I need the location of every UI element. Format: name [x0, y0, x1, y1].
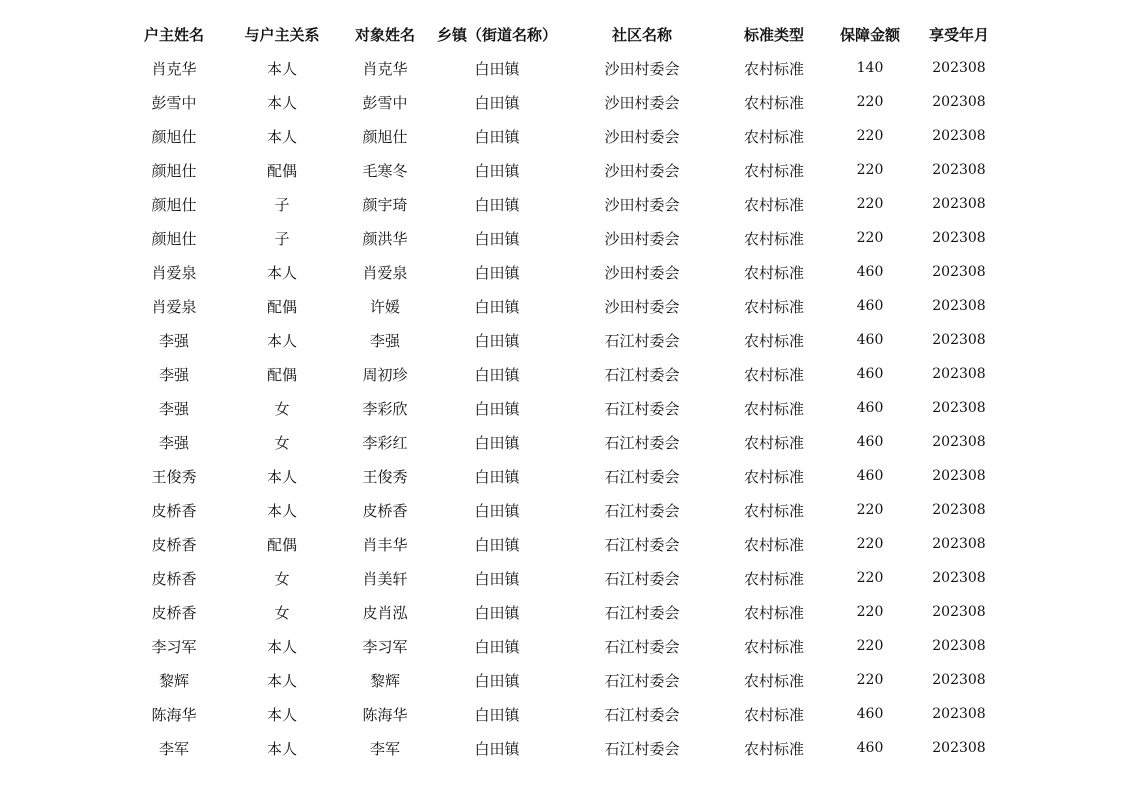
cell-recipient-name: 许媛 [369, 297, 400, 316]
cell-township: 白田镇 [474, 739, 520, 758]
cell-household-head: 皮桥香 [151, 501, 197, 520]
cell-township: 白田镇 [474, 59, 520, 78]
cell-community: 石江村委会 [604, 603, 680, 622]
cell-standard-type: 农村标准 [743, 637, 804, 656]
cell-standard-type: 农村标准 [743, 399, 804, 418]
cell-household-head: 李军 [158, 739, 189, 758]
cell-household-head: 肖爱泉 [151, 297, 197, 316]
table-row [120, 323, 1002, 357]
table-row [120, 595, 1002, 629]
cell-recipient-name: 颜宇琦 [362, 195, 408, 214]
table-row [120, 221, 1002, 255]
cell-standard-type: 农村标准 [743, 195, 804, 214]
cell-township: 白田镇 [474, 297, 520, 316]
cell-amount: 220 [856, 570, 884, 586]
table-row [120, 731, 1002, 765]
cell-month: 202308 [932, 706, 986, 722]
cell-relationship: 本人 [266, 127, 297, 146]
cell-recipient-name: 肖丰华 [362, 535, 408, 554]
cell-township: 白田镇 [474, 705, 520, 724]
cell-month: 202308 [932, 298, 986, 314]
cell-recipient-name: 李彩欣 [362, 399, 408, 418]
cell-month: 202308 [932, 434, 986, 450]
cell-standard-type: 农村标准 [743, 331, 804, 350]
cell-month: 202308 [932, 502, 986, 518]
cell-township: 白田镇 [474, 331, 520, 350]
table-row [120, 289, 1002, 323]
cell-township: 白田镇 [474, 263, 520, 282]
table-row [120, 153, 1002, 187]
header-standard-type: 标准类型 [743, 25, 804, 44]
cell-amount: 460 [856, 332, 884, 348]
cell-amount: 460 [856, 740, 884, 756]
cell-household-head: 颜旭仕 [151, 229, 197, 248]
cell-household-head: 皮桥香 [151, 569, 197, 588]
cell-month: 202308 [932, 400, 986, 416]
cell-amount: 220 [856, 672, 884, 688]
cell-relationship: 本人 [266, 93, 297, 112]
cell-amount: 220 [856, 230, 884, 246]
cell-township: 白田镇 [474, 535, 520, 554]
cell-community: 石江村委会 [604, 433, 680, 452]
cell-township: 白田镇 [474, 93, 520, 112]
cell-month: 202308 [932, 672, 986, 688]
cell-relationship: 配偶 [266, 535, 297, 554]
cell-relationship: 本人 [266, 467, 297, 486]
header-township: 乡镇（街道名称） [436, 25, 557, 44]
cell-month: 202308 [932, 230, 986, 246]
cell-township: 白田镇 [474, 229, 520, 248]
cell-household-head: 皮桥香 [151, 535, 197, 554]
cell-township: 白田镇 [474, 127, 520, 146]
cell-recipient-name: 彭雪中 [362, 93, 408, 112]
header-household-head: 户主姓名 [143, 25, 204, 44]
table-row [120, 697, 1002, 731]
cell-amount: 220 [856, 128, 884, 144]
cell-community: 沙田村委会 [604, 127, 680, 146]
cell-standard-type: 农村标准 [743, 297, 804, 316]
table-row [120, 629, 1002, 663]
cell-recipient-name: 肖美轩 [362, 569, 408, 588]
cell-household-head: 颜旭仕 [151, 127, 197, 146]
cell-amount: 460 [856, 400, 884, 416]
beneficiary-table [120, 17, 1002, 765]
cell-recipient-name: 颜旭仕 [362, 127, 408, 146]
header-community: 社区名称 [611, 25, 672, 44]
cell-community: 石江村委会 [604, 637, 680, 656]
cell-relationship: 配偶 [266, 365, 297, 384]
cell-township: 白田镇 [474, 501, 520, 520]
cell-household-head: 陈海华 [151, 705, 197, 724]
cell-amount: 460 [856, 264, 884, 280]
cell-relationship: 本人 [266, 705, 297, 724]
cell-recipient-name: 颜洪华 [362, 229, 408, 248]
cell-household-head: 李强 [158, 399, 189, 418]
cell-township: 白田镇 [474, 161, 520, 180]
cell-relationship: 本人 [266, 263, 297, 282]
table-row [120, 391, 1002, 425]
cell-household-head: 黎辉 [158, 671, 189, 690]
cell-household-head: 肖爱泉 [151, 263, 197, 282]
cell-recipient-name: 皮肖泓 [362, 603, 408, 622]
cell-month: 202308 [932, 196, 986, 212]
cell-township: 白田镇 [474, 603, 520, 622]
cell-relationship: 子 [274, 229, 290, 248]
cell-household-head: 彭雪中 [151, 93, 197, 112]
cell-recipient-name: 周初珍 [362, 365, 408, 384]
cell-standard-type: 农村标准 [743, 535, 804, 554]
cell-community: 石江村委会 [604, 331, 680, 350]
cell-township: 白田镇 [474, 433, 520, 452]
cell-household-head: 李强 [158, 365, 189, 384]
table-row [120, 357, 1002, 391]
cell-standard-type: 农村标准 [743, 501, 804, 520]
table-row [120, 459, 1002, 493]
cell-relationship: 配偶 [266, 297, 297, 316]
cell-month: 202308 [932, 264, 986, 280]
table-row [120, 561, 1002, 595]
cell-standard-type: 农村标准 [743, 433, 804, 452]
cell-relationship: 配偶 [266, 161, 297, 180]
cell-standard-type: 农村标准 [743, 93, 804, 112]
cell-relationship: 子 [274, 195, 290, 214]
cell-amount: 460 [856, 298, 884, 314]
cell-household-head: 肖克华 [151, 59, 197, 78]
cell-standard-type: 农村标准 [743, 705, 804, 724]
cell-township: 白田镇 [474, 569, 520, 588]
table-row [120, 527, 1002, 561]
cell-amount: 460 [856, 366, 884, 382]
cell-relationship: 本人 [266, 739, 297, 758]
cell-recipient-name: 李军 [369, 739, 400, 758]
table-row [120, 51, 1002, 85]
cell-standard-type: 农村标准 [743, 467, 804, 486]
cell-standard-type: 农村标准 [743, 569, 804, 588]
cell-month: 202308 [932, 570, 986, 586]
cell-standard-type: 农村标准 [743, 263, 804, 282]
cell-recipient-name: 陈海华 [362, 705, 408, 724]
cell-community: 石江村委会 [604, 467, 680, 486]
table-header [120, 17, 1002, 51]
cell-month: 202308 [932, 162, 986, 178]
cell-standard-type: 农村标准 [743, 161, 804, 180]
cell-amount: 220 [856, 638, 884, 654]
cell-relationship: 女 [274, 603, 290, 622]
cell-standard-type: 农村标准 [743, 671, 804, 690]
cell-relationship: 女 [274, 399, 290, 418]
cell-relationship: 女 [274, 569, 290, 588]
header-row [120, 17, 1002, 51]
cell-amount: 220 [856, 196, 884, 212]
cell-month: 202308 [932, 604, 986, 620]
cell-township: 白田镇 [474, 467, 520, 486]
header-month: 享受年月 [928, 25, 989, 44]
cell-amount: 460 [856, 434, 884, 450]
cell-recipient-name: 李强 [369, 331, 400, 350]
cell-month: 202308 [932, 60, 986, 76]
cell-recipient-name: 黎辉 [369, 671, 400, 690]
cell-community: 沙田村委会 [604, 195, 680, 214]
cell-month: 202308 [932, 638, 986, 654]
cell-community: 石江村委会 [604, 399, 680, 418]
cell-amount: 220 [856, 94, 884, 110]
cell-standard-type: 农村标准 [743, 603, 804, 622]
table-row [120, 119, 1002, 153]
cell-amount: 220 [856, 536, 884, 552]
cell-recipient-name: 肖爱泉 [362, 263, 408, 282]
cell-relationship: 本人 [266, 331, 297, 350]
table-row [120, 493, 1002, 527]
cell-month: 202308 [932, 128, 986, 144]
cell-amount: 220 [856, 502, 884, 518]
table-row [120, 85, 1002, 119]
cell-recipient-name: 李习军 [362, 637, 408, 656]
cell-month: 202308 [932, 468, 986, 484]
table-row [120, 425, 1002, 459]
cell-month: 202308 [932, 94, 986, 110]
cell-community: 沙田村委会 [604, 59, 680, 78]
cell-standard-type: 农村标准 [743, 229, 804, 248]
cell-community: 石江村委会 [604, 671, 680, 690]
header-recipient-name: 对象姓名 [354, 25, 415, 44]
cell-standard-type: 农村标准 [743, 365, 804, 384]
cell-township: 白田镇 [474, 671, 520, 690]
cell-community: 沙田村委会 [604, 93, 680, 112]
cell-amount: 460 [856, 706, 884, 722]
cell-recipient-name: 王俊秀 [362, 467, 408, 486]
cell-household-head: 颜旭仕 [151, 161, 197, 180]
cell-relationship: 女 [274, 433, 290, 452]
cell-community: 石江村委会 [604, 535, 680, 554]
cell-standard-type: 农村标准 [743, 127, 804, 146]
cell-amount: 140 [856, 60, 884, 76]
cell-household-head: 王俊秀 [151, 467, 197, 486]
cell-household-head: 颜旭仕 [151, 195, 197, 214]
cell-community: 沙田村委会 [604, 297, 680, 316]
cell-relationship: 本人 [266, 501, 297, 520]
cell-township: 白田镇 [474, 365, 520, 384]
cell-relationship: 本人 [266, 59, 297, 78]
table-row [120, 187, 1002, 221]
cell-month: 202308 [932, 536, 986, 552]
cell-amount: 460 [856, 468, 884, 484]
cell-household-head: 李强 [158, 433, 189, 452]
cell-month: 202308 [932, 332, 986, 348]
cell-community: 石江村委会 [604, 705, 680, 724]
cell-recipient-name: 皮桥香 [362, 501, 408, 520]
cell-community: 沙田村委会 [604, 229, 680, 248]
cell-community: 石江村委会 [604, 569, 680, 588]
cell-month: 202308 [932, 366, 986, 382]
table-row [120, 255, 1002, 289]
cell-standard-type: 农村标准 [743, 739, 804, 758]
cell-community: 石江村委会 [604, 739, 680, 758]
cell-township: 白田镇 [474, 399, 520, 418]
cell-township: 白田镇 [474, 637, 520, 656]
cell-relationship: 本人 [266, 671, 297, 690]
table-row [120, 663, 1002, 697]
cell-standard-type: 农村标准 [743, 59, 804, 78]
header-amount: 保障金额 [839, 25, 900, 44]
cell-household-head: 李强 [158, 331, 189, 350]
cell-household-head: 李习军 [151, 637, 197, 656]
cell-amount: 220 [856, 604, 884, 620]
cell-recipient-name: 肖克华 [362, 59, 408, 78]
cell-recipient-name: 李彩红 [362, 433, 408, 452]
document-page [120, 17, 1002, 765]
cell-amount: 220 [856, 162, 884, 178]
cell-community: 沙田村委会 [604, 161, 680, 180]
cell-household-head: 皮桥香 [151, 603, 197, 622]
cell-community: 沙田村委会 [604, 263, 680, 282]
cell-township: 白田镇 [474, 195, 520, 214]
cell-relationship: 本人 [266, 637, 297, 656]
cell-month: 202308 [932, 740, 986, 756]
cell-community: 石江村委会 [604, 365, 680, 384]
cell-recipient-name: 毛寒冬 [362, 161, 408, 180]
cell-community: 石江村委会 [604, 501, 680, 520]
table-body [120, 51, 1002, 765]
header-relationship: 与户主关系 [244, 25, 320, 44]
